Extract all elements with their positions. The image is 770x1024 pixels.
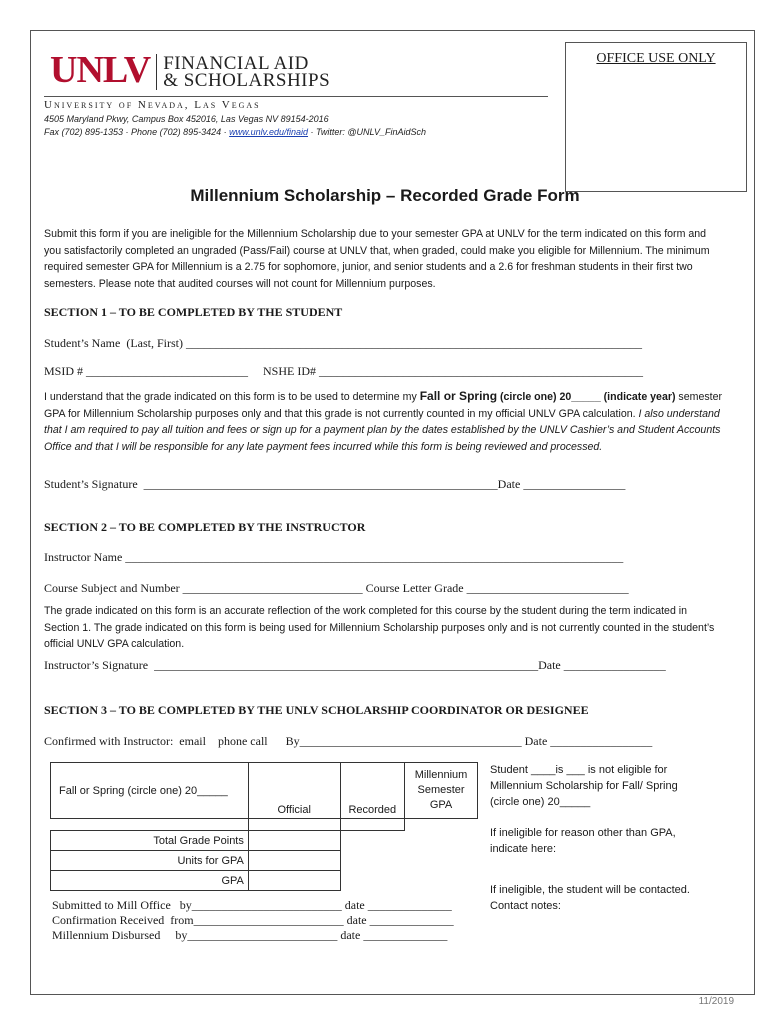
spacer-cell <box>405 819 478 831</box>
ineligible-reason-note: If ineligible for reason other than GPA, indicate here: <box>490 827 676 855</box>
grade-table <box>50 762 478 891</box>
recorded-label: Recorded <box>348 804 397 816</box>
student-signature-field[interactable]: Student’s Signature ___________________________________________________________Date _________________ <box>44 477 626 491</box>
contact-notes: If ineligible, the student will be contacted. Contact notes: <box>490 884 690 912</box>
contact-suffix: · Twitter: @UNLV_FinAidSch <box>308 127 427 137</box>
section-1-heading: SECTION 1 – TO BE COMPLETED BY THE STUDENT <box>44 305 343 319</box>
submitted-line[interactable]: Submitted to Mill Office by_________________________ date ______________ <box>52 898 452 912</box>
spacer-cell <box>51 819 249 831</box>
instructor-statement: The grade indicated on this form is an accurate reflection of the work completed for this course by the student during the term indicated in Section 1. The grade indicated on this form is being used for Millennium Scholarship purposes only and is not currently counted in the student’s official UNLV GPA calculation. <box>44 605 715 650</box>
instructor-name-field[interactable]: Instructor Name ___________________________________________________________________________________ <box>44 550 624 564</box>
header-rule <box>44 96 548 97</box>
recorded-header <box>340 763 405 819</box>
student-status-note: Student ____is ___ is not eligible for Millennium Scholarship for Fall/ Spring (circle one) 20_____ <box>490 764 678 808</box>
spacer-cell <box>340 851 477 871</box>
acknowledgement-paragraph <box>44 388 724 455</box>
gpa-official[interactable] <box>248 871 340 891</box>
total-grade-points-official[interactable] <box>248 831 340 851</box>
recorded-blank[interactable] <box>340 819 405 831</box>
form-title: Millennium Scholarship – Recorded Grade Form <box>190 186 580 205</box>
logo-divider <box>156 54 157 90</box>
disbursed-line[interactable]: Millennium Disbursed by_________________________ date ______________ <box>52 928 448 942</box>
msid-nshe-field[interactable]: MSID # ___________________________ NSHE ID# ______________________________________________________ <box>44 364 644 378</box>
course-field[interactable]: Course Subject and Number ______________________________ Course Letter Grade ___________________________ <box>44 581 629 595</box>
official-blank[interactable] <box>248 819 340 831</box>
unlv-logo <box>50 49 331 91</box>
contact-line <box>44 127 426 137</box>
spacer-cell <box>340 831 477 851</box>
logo-mark: UNLV <box>50 49 151 91</box>
address-line: 4505 Maryland Pkwy, Campus Box 452016, Las Vegas NV 89154-2016 <box>44 114 329 124</box>
official-label: Official <box>277 804 311 816</box>
office-use-label: OFFICE USE ONLY <box>596 51 716 66</box>
confirmed-with-instructor-field[interactable]: Confirmed with Instructor: email phone call By_____________________________________ Date _________________ <box>44 734 653 748</box>
section-3-heading: SECTION 3 – TO BE COMPLETED BY THE UNLV SCHOLARSHIP COORDINATOR OR DESIGNEE <box>44 703 589 717</box>
units-for-gpa-official[interactable] <box>248 851 340 871</box>
intro-paragraph: Submit this form if you are ineligible for the Millennium Scholarship due to your semester GPA at UNLV for the term indicated on this form and you satisfactorily completed an ungraded (Pass/Fail) course at UNLV that, when graded, could make you eligible for Millennium. The minimum required semester GPA for Millennium is a 2.75 for sophomore, junior, and senior students and a 2.6 for freshman students in their first two semesters. Please note that audited courses will not count for Millennium purposes. <box>44 228 710 290</box>
logo-line-1: FINANCIAL AID <box>163 53 309 74</box>
section-2-heading: SECTION 2 – TO BE COMPLETED BY THE INSTRUCTOR <box>44 520 366 534</box>
form-version: 11/2019 <box>698 996 734 1007</box>
ack-italic: I also understand that I am required to pay all tuition and fees or sign up for a payment plan by the dates established by the UNLV Cashier’s and Student Accounts Office and that I will be responsible for any late payment fees incurred while this form is being reviewed and processed. <box>44 407 721 453</box>
ack-rest: semester GPA for Millennium Scholarship purposes only and that this grade is not currently counted in my official UNLV GPA calculation. <box>44 391 722 420</box>
units-for-gpa-label: Units for GPA <box>51 851 249 871</box>
spacer-cell <box>340 871 477 891</box>
millennium-gpa-header <box>405 763 478 819</box>
confirmation-line[interactable]: Confirmation Received from_________________________ date ______________ <box>52 913 454 927</box>
gpa-label: GPA <box>51 871 249 891</box>
logo-text <box>163 52 330 89</box>
instructor-signature-field[interactable]: Instructor’s Signature ________________________________________________________________Date _________________ <box>44 658 666 672</box>
term-cell <box>51 763 249 819</box>
official-header <box>248 763 340 819</box>
ack-year: (circle one) 20_____ (indicate year) <box>497 391 676 403</box>
website-link[interactable]: www.unlv.edu/finaid <box>229 127 309 137</box>
millennium-gpa-label: Millennium Semester GPA <box>414 769 468 811</box>
term-label: Fall or Spring (circle one) 20_____ <box>59 784 228 797</box>
ack-start: I understand that the grade indicated on this form is to be used to determine my <box>44 391 420 403</box>
contact-prefix: Fax (702) 895-1353 · Phone (702) 895-3424 · <box>44 127 230 137</box>
total-grade-points-label: Total Grade Points <box>51 831 249 851</box>
student-name-field[interactable]: Student’s Name (Last, First) ____________________________________________________________________________ <box>44 336 642 350</box>
logo-line-2: & SCHOLARSHIPS <box>163 70 331 91</box>
ack-term: Fall or Spring <box>419 389 498 403</box>
office-use-box <box>565 42 747 192</box>
university-name: University of Nevada, Las Vegas <box>44 99 261 111</box>
